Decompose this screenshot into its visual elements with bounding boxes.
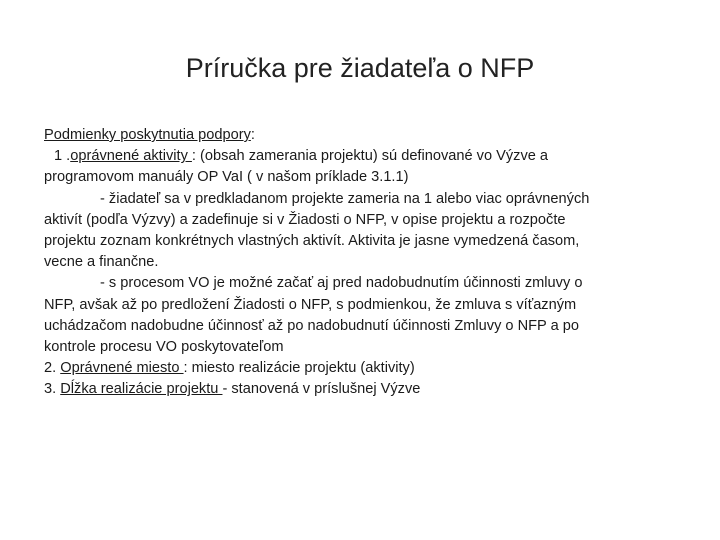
paragraph-1-line-1: - žiadateľ sa v predkladanom projekte zameria na 1 alebo viac oprávnených (100, 190, 590, 207)
item-1-line-1 (44, 146, 684, 167)
paragraph-2-line-1: - s procesom VO je možné začať aj pred nadobudnutím účinnosti zmluvy o (100, 275, 583, 292)
page-title: Príručka pre žiadateľa o NFP (185, 53, 535, 83)
item-2-text: : miesto realizácie projektu (aktivity) (183, 360, 415, 377)
item-3-term: Dĺžka realizácie projektu (60, 381, 223, 398)
conditions-heading-colon: : (250, 127, 255, 143)
item-2-number: 2. (44, 360, 61, 377)
conditions-heading (44, 125, 684, 146)
paragraph-1-line-3: projektu zoznam konkrétnych vlastných aktivít. Aktivita je jasne vymedzená časom, (44, 233, 580, 250)
paragraph-1-line-2: aktivít (podľa Výzvy) a zadefinuje si v Žiadosti o NFP, v opise projektu a rozpočte (44, 211, 566, 228)
item-1-number: 1 . (54, 148, 71, 165)
item-1-term: oprávnené aktivity (70, 148, 192, 165)
item-3 (44, 379, 684, 400)
item-1-line-2: programovom manuály OP VaI ( v našom príklade 3.1.1) (44, 169, 409, 186)
item-3-text: - stanovená v príslušnej Výzve (222, 381, 421, 398)
item-2-term: Oprávnené miesto (60, 360, 184, 377)
item-3-number: 3. (44, 381, 61, 398)
paragraph-2-line-4: kontrole procesu VO poskytovateľom (44, 339, 284, 356)
item-1-text-1: : (obsah zamerania projektu) sú definované vo Výzve a (191, 148, 549, 165)
paragraph-2-line-3: uchádzačom nadobudne účinnosť až po nadobudnutí účinnosti Zmluvy o NFP a po (44, 317, 579, 334)
slide-content (44, 125, 684, 401)
paragraph-1-line-4: vecne a finančne. (44, 254, 159, 271)
conditions-heading-label: Podmienky poskytnutia podpory (44, 127, 251, 143)
paragraph-2-line-2: NFP, avšak až po predložení Žiadosti o NFP, s podmienkou, že zmluva s víťazným (44, 296, 577, 313)
item-2 (44, 358, 684, 379)
